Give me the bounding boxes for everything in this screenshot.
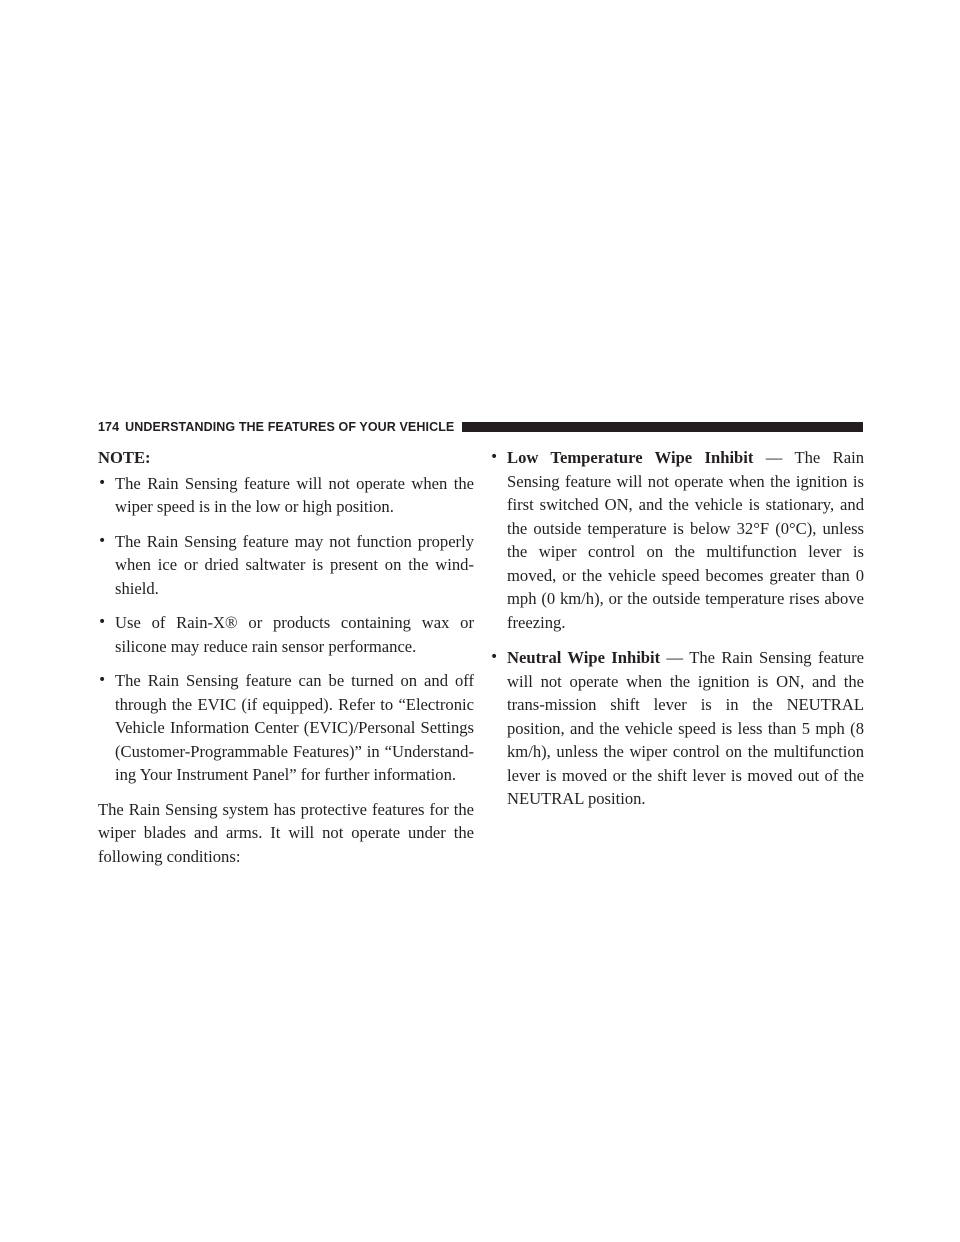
list-item (98, 530, 474, 601)
header-rule (462, 422, 863, 432)
section-title: UNDERSTANDING THE FEATURES OF YOUR VEHICLE (125, 420, 455, 434)
note-bullet-list (98, 472, 474, 787)
condition-text: — The Rain Sensing feature will not operate when the ignition is ON, and the trans-mission shift lever is in the NEUTRAL position, and the vehicle speed is less than 5 mph (8 km/h), unless the wiper control on the multifunction lever is moved or the shift lever is moved out of the NEUTRAL position. (507, 648, 865, 808)
bullet-icon: • (98, 474, 107, 491)
bullet-icon: • (98, 672, 107, 688)
page-header (98, 418, 863, 436)
list-item-text: The Rain Sensing feature may not function properly when ice or dried saltwater is present on the wind-shield. (115, 531, 474, 598)
list-item (490, 446, 864, 634)
conditions-bullet-list (490, 446, 864, 811)
list-item-text: The Rain Sensing feature can be turned on and off through the EVIC (if equipped). Refer to “Electronic Vehicle Information Center (EVIC)/Personal Settings (Customer-Programmable Features)” in “Understand-ing Your Instrument Panel” for further information. (115, 671, 474, 784)
bullet-icon: • (490, 449, 499, 465)
list-item (98, 472, 474, 519)
conditions-paragraph: The Rain Sensing system has protective features for the wiper blades and arms. It will not operate under the following conditions: (98, 799, 474, 866)
note-label: NOTE: (98, 448, 151, 467)
bullet-icon: • (98, 532, 107, 549)
list-item-text: The Rain Sensing feature will not operate when the wiper speed is in the low or high position. (115, 473, 474, 516)
bullet-icon: • (98, 614, 107, 630)
list-item-text: Use of Rain-X® or products containing wax or silicone may reduce rain sensor performance. (115, 613, 474, 656)
bullet-icon: • (490, 649, 499, 665)
condition-text: — The Rain Sensing feature will not operate when the ignition is first switched ON, and the vehicle is stationary, and the outside temperature is below 32°F (0°C), unless the wiper control on the multifunction lever is moved, or the vehicle speed becomes greater than 0 mph (0 km/h), or the outside temperature rises above freezing. (507, 448, 864, 632)
condition-term: Low Temperature Wipe Inhibit (507, 448, 754, 467)
list-item (490, 646, 864, 811)
left-column (98, 446, 474, 868)
right-column (490, 446, 864, 823)
list-item (98, 611, 474, 658)
condition-term: Neutral Wipe Inhibit (507, 648, 661, 667)
page-number: 174 (98, 420, 120, 434)
list-item (98, 669, 474, 787)
